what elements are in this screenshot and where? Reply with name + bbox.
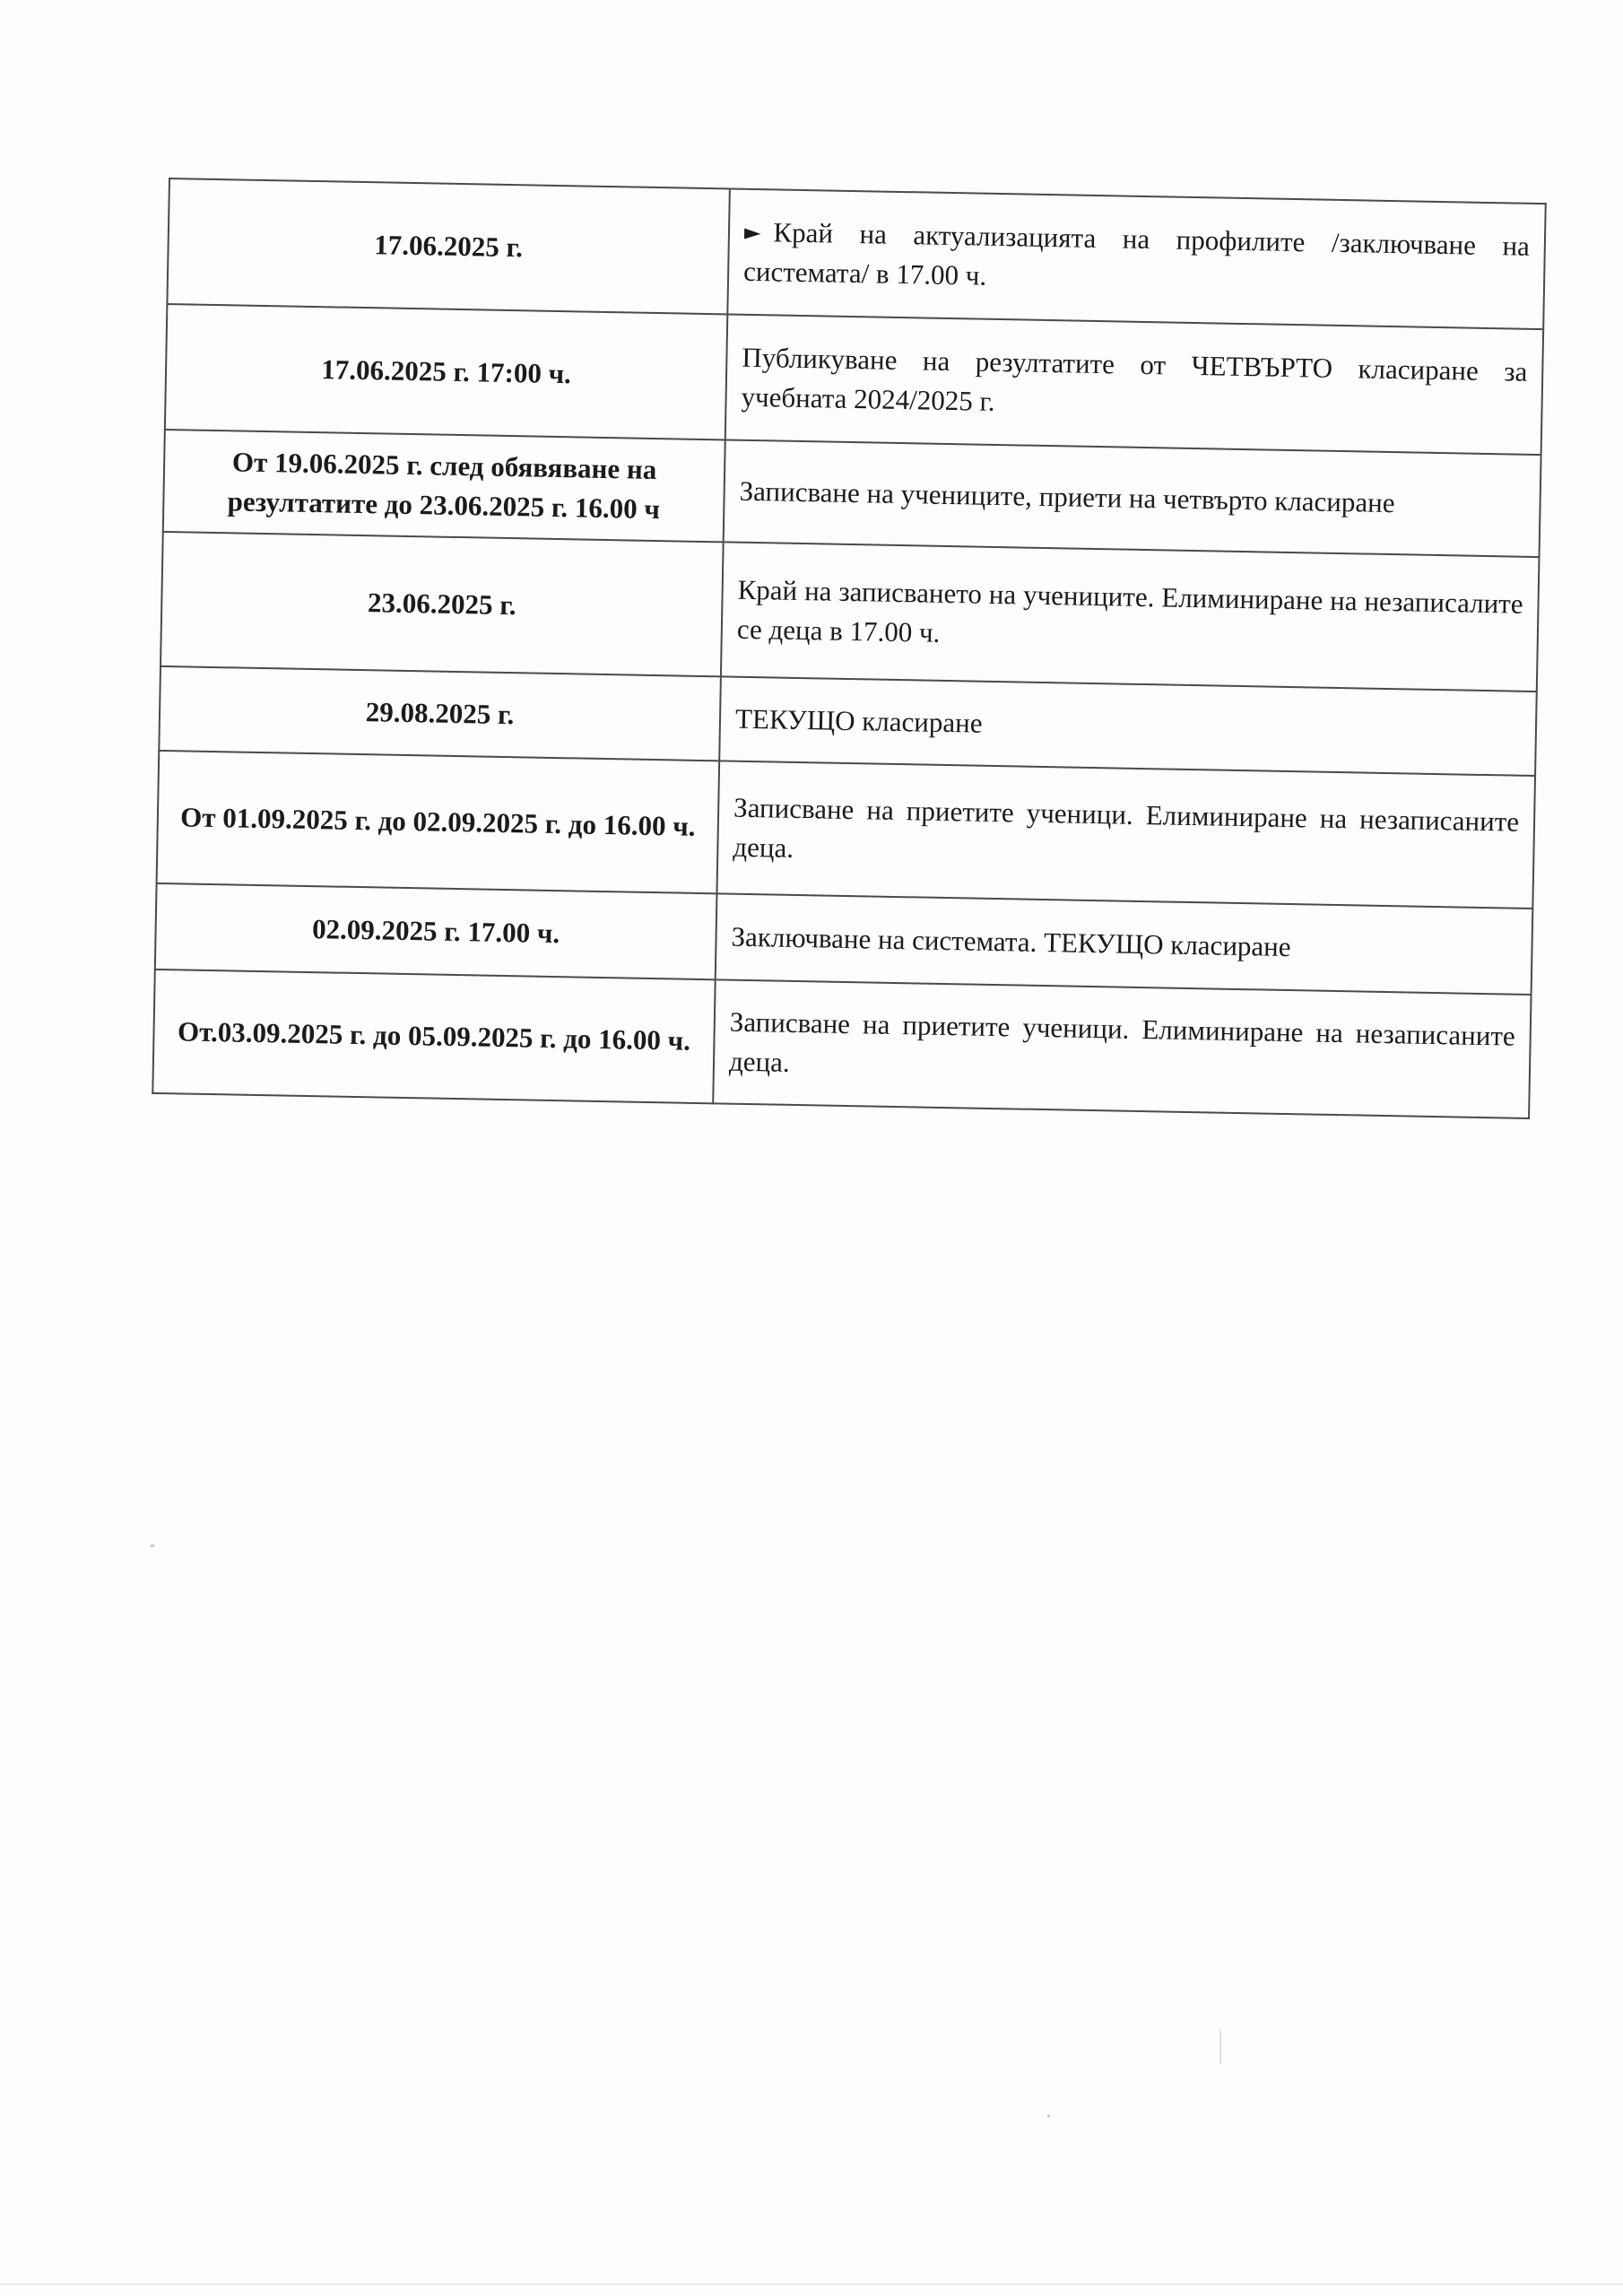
description-text: Край на актуализацията на профилите /заключване на системата/ в 17.00 ч. <box>742 216 1531 291</box>
date-cell: 29.08.2025 г. <box>159 666 721 761</box>
right-triangle-icon: ► <box>743 219 761 246</box>
date-cell: От 01.09.2025 г. до 02.09.2025 г. до 16.00 ч. <box>157 751 720 893</box>
description-cell: Записване на приетите ученици. Елиминиране на незаписаните деца. <box>713 979 1531 1118</box>
date-cell: 23.06.2025 г. <box>161 532 724 676</box>
date-cell: От 19.06.2025 г. след обявяване на резултатите до 23.06.2025 г. 16.00 ч <box>163 430 725 542</box>
scan-speck <box>151 1544 154 1547</box>
date-cell: 02.09.2025 г. 17.00 ч. <box>155 883 717 979</box>
description-cell: Публикуване на резултатите от ЧЕТВЪРТО класиране за учебната 2024/2025 г. <box>725 314 1543 455</box>
description-cell: ТЕКУЩО класиране <box>719 676 1537 776</box>
description-cell: Записване на приетите ученици. Елиминиране на незаписаните деца. <box>716 761 1535 909</box>
date-cell: 17.06.2025 г. 17:00 ч. <box>165 304 727 439</box>
scan-edge <box>0 2283 1623 2285</box>
date-cell: 17.06.2025 г. <box>167 178 729 314</box>
table-row <box>161 532 1539 691</box>
description-cell <box>727 188 1545 329</box>
table-row <box>167 178 1545 329</box>
description-cell: Записване на учениците, приети на четвърто класиране <box>724 439 1541 557</box>
description-cell: Край на записването на учениците. Елиминиране на незаписалите се деца в 17.00 ч. <box>721 542 1540 691</box>
table-row <box>157 751 1535 909</box>
date-cell: От.03.09.2025 г. до 05.09.2025 г. до 16.00 ч. <box>152 970 715 1103</box>
table-row <box>152 970 1531 1118</box>
enrollment-schedule-table <box>152 178 1546 1119</box>
scan-speck <box>1047 2115 1050 2118</box>
description-cell: Заключване на системата. ТЕКУЩО класиране <box>716 893 1533 995</box>
table-row <box>165 304 1543 455</box>
scan-speck <box>1219 2029 1221 2065</box>
